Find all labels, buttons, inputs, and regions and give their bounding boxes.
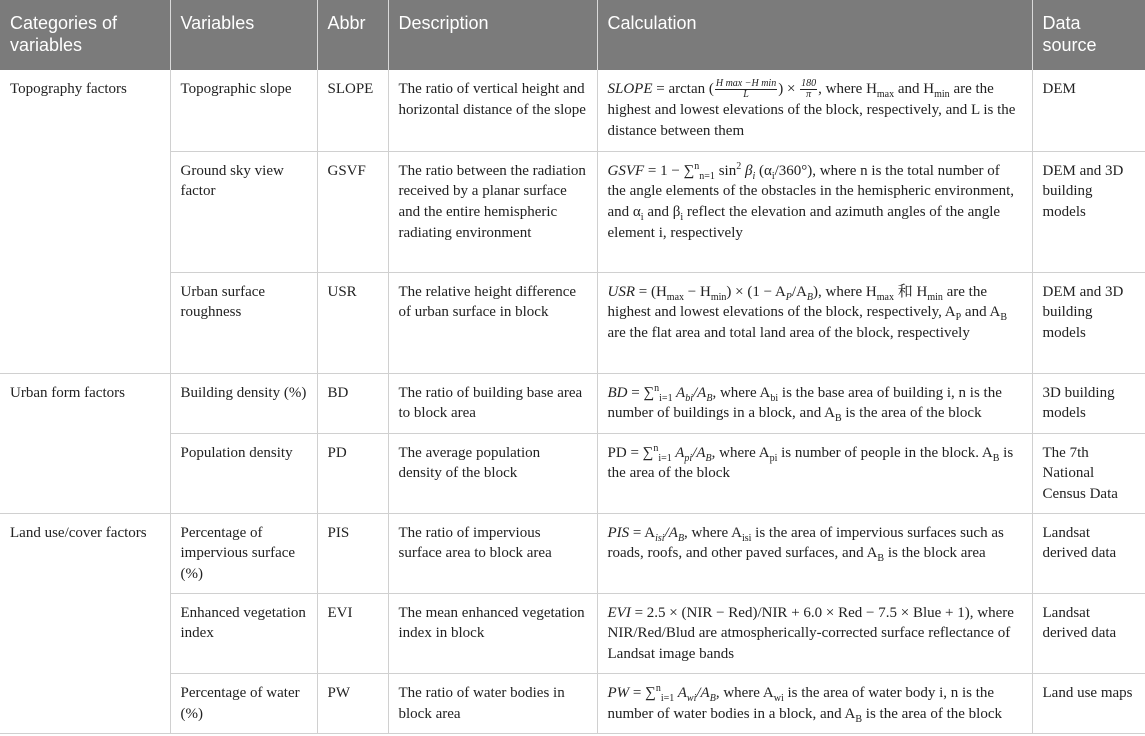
variable-cell: Population density [170, 433, 317, 513]
calculation-cell: PW = ∑$^n_{i=1}$ $A_{wi}/A_B$, where $A_{wi}$ is the area of water body i, n is the number of water bodies in a block, and $A_B$ is the area of the block [597, 673, 1032, 733]
header-description: Description [388, 0, 597, 70]
table-row [0, 673, 1145, 733]
description-cell: The mean enhanced vegetation index in block [388, 593, 597, 673]
description-cell: The ratio between the radiation received by a planar surface and the entire hemispheric radiating environment [388, 151, 597, 272]
source-cell: 3D building models [1032, 373, 1145, 433]
category-urban-form: Urban form factors [0, 373, 170, 513]
header-row [0, 0, 1145, 70]
variable-cell: Percentage of water (%) [170, 673, 317, 733]
calculation-cell: USR = $(H_{max} - H_{min}) \times (1 - A_P/A_B)$, where $H_{max}$ 和 $H_{min}$ are the highest and lowest elevations of the block, respectively, $A_P$ and $A_B$ are the flat area and total land area of the block, respectively [597, 272, 1032, 373]
calculation-cell: BD = ∑$^n_{i=1}$ $A_{bi}/A_B$, where $A_{bi}$ is the base area of building i, n is the number of buildings in a block, and $A_B$ is the area of the block [597, 373, 1032, 433]
calculation-cell: GSVF = 1 − ∑$^n_{n=1}$ $\sin^2 \beta_i$ $(\alpha_i/360^\circ)$, where n is the total number of the angle elements of the obstacles in the hemispheric environment, and $\alpha_i$ and $\beta_i$ reflect the elevation and azimuth angles of the angle element i, respectively [597, 151, 1032, 272]
variable-cell: Topographic slope [170, 70, 317, 151]
variable-cell: Percentage of impervious surface (%) [170, 513, 317, 593]
source-cell: Landsat derived data [1032, 593, 1145, 673]
table-row [0, 593, 1145, 673]
calculation-cell: SLOPE = arctan ( $\frac{\text{H max −H min}}{L}$ ) × $\frac{180}{\pi}$ , where $H_{max}$ and $H_{min}$ are the highest and lowest elevations of the block, respectively, and L is the distance between them [597, 70, 1032, 151]
description-cell: The average population density of the block [388, 433, 597, 513]
calculation-cell: PIS = $A_{isi}/A_B$, where $A_{isi}$ is the area of impervious surfaces such as roads, roofs, and other paved surfaces, and $A_B$ is the block area [597, 513, 1032, 593]
abbr-cell: EVI [317, 593, 388, 673]
abbr-cell: USR [317, 272, 388, 373]
table-row [0, 272, 1145, 373]
header-abbr: Abbr [317, 0, 388, 70]
source-cell: DEM and 3D building models [1032, 272, 1145, 373]
header-variable: Variables [170, 0, 317, 70]
source-cell: DEM and 3D building models [1032, 151, 1145, 272]
variable-cell: Enhanced vegetation index [170, 593, 317, 673]
variable-cell: Urban surface roughness [170, 272, 317, 373]
source-cell: DEM [1032, 70, 1145, 151]
abbr-cell: SLOPE [317, 70, 388, 151]
category-land-use: Land use/cover factors [0, 513, 170, 733]
description-cell: The relative height difference of urban surface in block [388, 272, 597, 373]
table-row [0, 373, 1145, 433]
source-cell: The 7th National Census Data [1032, 433, 1145, 513]
description-cell: The ratio of vertical height and horizontal distance of the slope [388, 70, 597, 151]
table-row [0, 151, 1145, 272]
table-row [0, 433, 1145, 513]
source-cell: Land use maps [1032, 673, 1145, 733]
description-cell: The ratio of water bodies in block area [388, 673, 597, 733]
category-topography: Topography factors [0, 70, 170, 373]
header-source: Data source [1032, 0, 1145, 70]
header-category: Categories of variables [0, 0, 170, 70]
calculation-cell: EVI = 2.5 × (NIR − Red)/NIR + 6.0 × Red − 7.5 × Blue + 1), where NIR/Red/Blud are atmospherically-corrected surface reflectance of Landsat image bands [597, 593, 1032, 673]
header-calculation: Calculation [597, 0, 1032, 70]
abbr-cell: GSVF [317, 151, 388, 272]
variable-cell: Ground sky view factor [170, 151, 317, 272]
description-cell: The ratio of impervious surface area to block area [388, 513, 597, 593]
abbr-cell: PIS [317, 513, 388, 593]
variable-cell: Building density (%) [170, 373, 317, 433]
table-row [0, 70, 1145, 151]
abbr-cell: BD [317, 373, 388, 433]
source-cell: Landsat derived data [1032, 513, 1145, 593]
calculation-cell: PD = ∑$^n_{i=1}$ $A_{pi}/A_B$, where $A_{pi}$ is number of people in the block. $A_B$ is the area of the block [597, 433, 1032, 513]
abbr-cell: PW [317, 673, 388, 733]
abbr-cell: PD [317, 433, 388, 513]
table-row [0, 513, 1145, 593]
description-cell: The ratio of building base area to block area [388, 373, 597, 433]
